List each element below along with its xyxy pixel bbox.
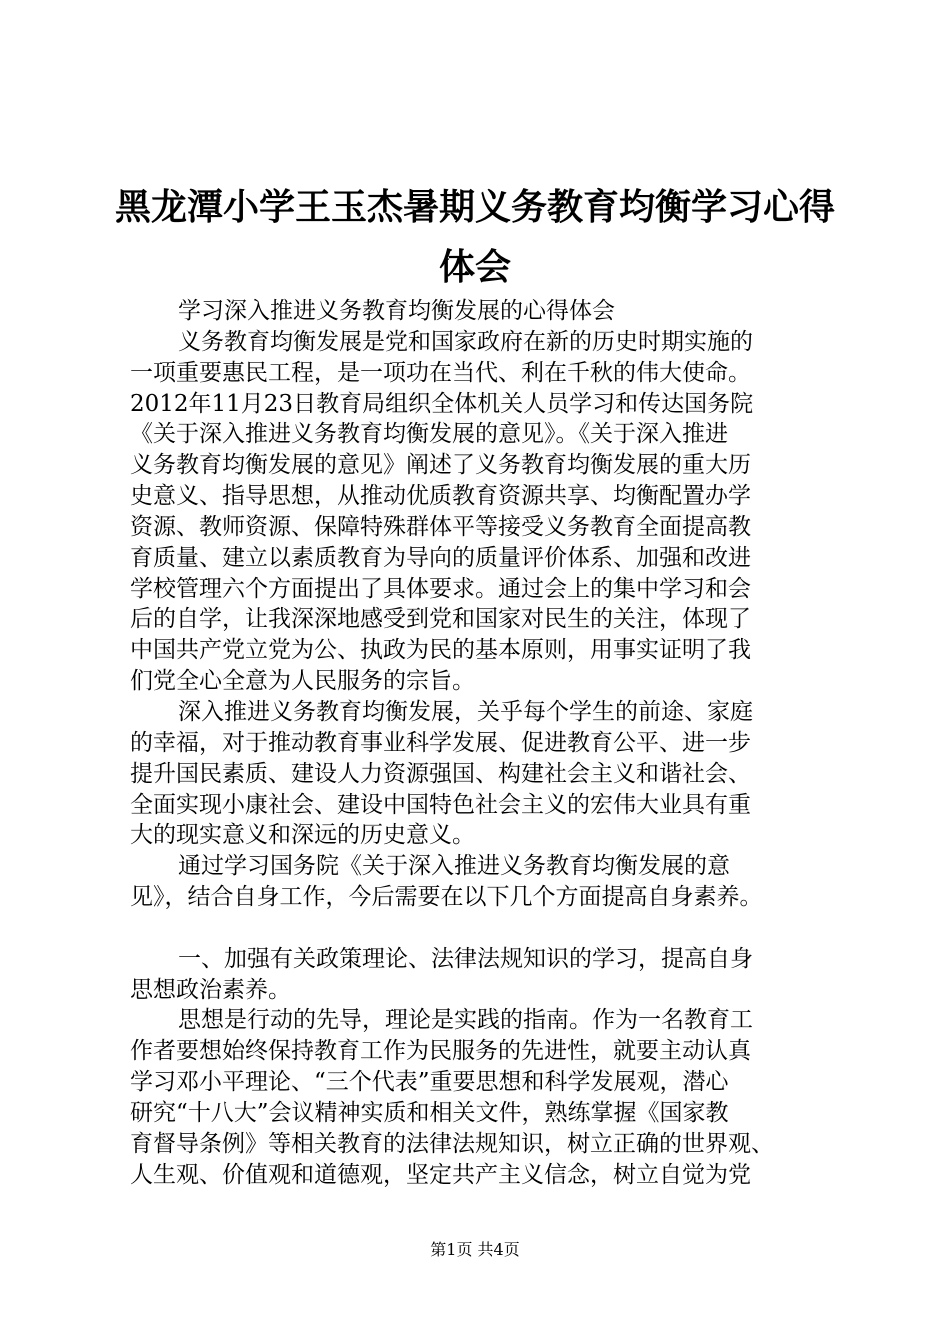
body-line: 全面实现小康社会、建设中国特色社会主义的宏伟大业具有重: [130, 791, 751, 818]
body-line: 育督导条例》等相关教育的法律法规知识，树立正确的世界观、: [130, 1130, 774, 1157]
document-title-line-2: 体会: [438, 247, 511, 288]
body-line: 一项重要惠民工程，是一项功在当代、利在千秋的伟大使命。: [130, 359, 751, 386]
body-line: 通过学习国务院《关于深入推进义务教育均衡发展的意: [178, 853, 730, 880]
body-line: 研究“十八大”会议精神实质和相关文件，熟练掌握《国家教: [130, 1099, 729, 1126]
body-line: 人生观、价值观和道德观，坚定共产主义信念，树立自觉为党: [130, 1161, 751, 1188]
body-line: 2012年11月23日教育局组织全体机关人员学习和传达国务院: [130, 390, 754, 417]
page-number-footer: 第1页 共4页: [430, 1240, 520, 1259]
document-body: [130, 296, 830, 1190]
body-line: 提升国民素质、建设人力资源强国、构建社会主义和谐社会、: [130, 760, 751, 787]
document-title-line-1: 黑龙潭小学王玉杰暑期义务教育均衡学习心得: [114, 187, 835, 228]
body-line: 学校管理六个方面提出了具体要求。通过会上的集中学习和会: [130, 575, 751, 602]
blank-line: [130, 913, 830, 944]
body-line: 史意义、指导思想，从推动优质教育资源共享、均衡配置办学: [130, 483, 751, 510]
body-line: 大的现实意义和深远的历史意义。: [130, 822, 475, 849]
body-line: 思想政治素养。: [130, 976, 291, 1003]
body-line: 《关于深入推进义务教育均衡发展的意见》。《关于深入推进: [130, 421, 728, 448]
body-line: 义务教育均衡发展的意见》阐述了义务教育均衡发展的重大历: [130, 452, 751, 479]
body-line: 学习深入推进义务教育均衡发展的心得体会: [178, 298, 615, 324]
body-line: 义务教育均衡发展是党和国家政府在新的历史时期实施的: [178, 328, 753, 355]
body-line: 学习邓小平理论、“三个代表”重要思想和科学发展观，潜心: [130, 1069, 729, 1096]
body-line: 后的自学，让我深深地感受到党和国家对民生的关注，体现了: [130, 606, 751, 633]
body-line: 中国共产党立党为公、执政为民的基本原则，用事实证明了我: [130, 637, 751, 664]
body-line: 作者要想始终保持教育工作为民服务的先进性，就要主动认真: [130, 1038, 751, 1065]
body-line: 思想是行动的先导，理论是实践的指南。作为一名教育工: [178, 1007, 753, 1034]
body-line: 一、加强有关政策理论、法律法规知识的学习，提高自身: [178, 945, 753, 972]
body-line: 资源、教师资源、保障特殊群体平等接受义务教育全面提高教: [130, 513, 751, 540]
body-line: 的幸福，对于推动教育事业科学发展、促进教育公平、进一步: [130, 729, 751, 756]
body-line: 见》，结合自身工作，今后需要在以下几个方面提高自身素养。: [130, 884, 763, 911]
body-line: 们党全心全意为人民服务的宗旨。: [130, 668, 475, 695]
body-line: 育质量、建立以素质教育为导向的质量评价体系、加强和改进: [130, 544, 751, 571]
body-line: 深入推进义务教育均衡发展，关乎每个学生的前途、家庭: [178, 698, 753, 725]
